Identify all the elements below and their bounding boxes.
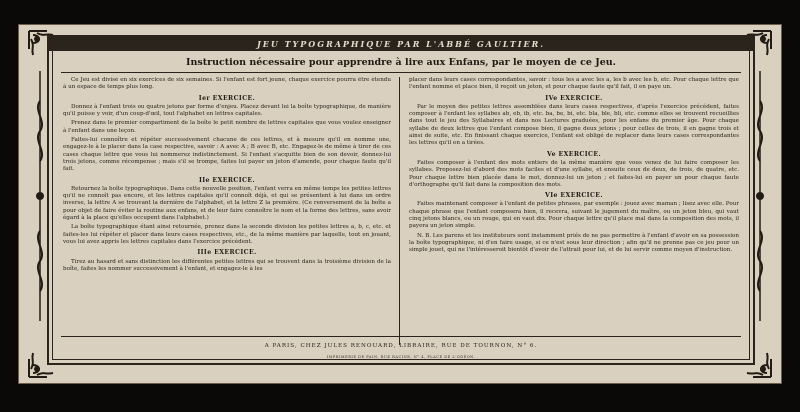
- paragraph: placer dans leurs cases correspondantes, savoir : tous les a avec les a, les b avec les b, etc. Pour chaque lettre que l'enfant nomme et place bien, il reçoit un jeton, et pour chaque faute qu'il fait, il en paye un.: [409, 77, 739, 91]
- paragraph: Faites maintenant composer à l'enfant de petites phrases, par exemple : jouez avec maman ; lisez avec elle. Pour chaque phrase que l'enfant composera bien, il recevra, suivant le jugement du maître, ou un jeton bleu, qui vaut cinq jetons blancs, ou un rouge, qui en vaut dix. Pour chaque lettre qu'il place mal dans la composition des mots, il payera un jeton simple.: [409, 201, 739, 230]
- imprint-line: IMPRIMERIE DE FAIN, RUE RACINE, N° 4, PLACE DE L'ODÉON.: [326, 355, 476, 359]
- paragraph: Faites-lui connoître et répéter successivement chacune de ces lettres, et à mesure qu'il en nomme une, engagez-le à le placer dans la case respective, savoir : A avec A ; B avec B, etc. Engagez-le de même à tirer de ces cases chaque lettre que vous lui nommerez indistinctement. Si l'enfant s'acquitte bien de son devoir, donnez-lui trois jetons, comme récompense ; mais s'il se trompe, faites lui payer un jeton d'amende, pour chaque faute qu'il fait.: [63, 137, 391, 173]
- printed-sheet: [18, 24, 782, 384]
- document-title: JEU TYPOGRAPHIQUE PAR L'ABBÉ GAULTIER.: [49, 37, 753, 51]
- left-column: [63, 77, 391, 342]
- exercise-heading: Ier EXERCICE.: [198, 94, 256, 102]
- intro-paragraph: Ce Jeu est divisé en six exercices de six semaines. Si l'enfant est fort jeune, chaque exercice pourra être étendu à un espace de temps plus long.: [63, 77, 391, 91]
- exercise-heading: IIIe EXERCICE.: [197, 249, 257, 257]
- column-divider: [399, 77, 400, 345]
- exercise-heading: IVe EXERCICE.: [545, 94, 603, 102]
- document-subtitle: Instruction nécessaire pour apprendre à lire aux Enfans, par le moyen de ce Jeu.: [186, 57, 616, 68]
- footer-rule: [61, 336, 741, 337]
- paragraph: Prenez dans le premier compartiment de la boîte le petit nombre de lettres capitales que vous voulez enseigner à l'enfant dans une leçon.: [63, 120, 391, 134]
- paragraph: Par le moyen des petites lettres assemblées dans leurs cases respectives, d'après l'exercice précédent, faites composer à l'enfant les syllabes ab, eb, ib, etc. ba, be, bi, etc. bla, ble, bli, etc. comme elles se trouvent recueillies dans tout le jeu des Syllabaires et dans nos Lectures graduées, pour les enfans du premier âge. Pour chaque syllabe de deux lettres que l'enfant compose bien, il gagne deux jetons ; pour celles de trois, il en gagne trois et ainsi de suite, etc. En finissant chaque exercice, l'enfant est obligé de replacer dans leurs cases correspondantes les lettres qu'il en a tirées.: [409, 103, 739, 147]
- paragraph: Retournez la boîte typographique. Dans cette nouvelle position, l'enfant verra en même temps les petites lettres qu'il ne connoît pas encore, et les lettres capitales qu'il connoît déjà, et qui se présentent à lui dans un ordre inverse, la lettre A se trouvant la dernière de l'alphabet, et la lettre Z la première. (Ce renversement de la boîte a pour objet de faire éviter la routine aux enfans, et de leur faire connoître le nom et la forme des lettres, sans avoir égard à la place qu'elles occupent dans l'alphabet.): [63, 185, 391, 222]
- exercise-heading: VIe EXERCICE.: [545, 192, 603, 200]
- content-frame: [47, 35, 755, 365]
- right-column: [409, 77, 739, 342]
- exercise-heading: IIe EXERCICE.: [198, 176, 256, 184]
- paragraph: Tirez au hasard et sans distinction les différentes petites lettres qui se trouvent dans la troisième division de la boîte, faites les nommer successivement à l'enfant, et engagez-le à les: [63, 258, 391, 272]
- paragraph: Donnez à l'enfant trois ou quatre jetons par forme d'enjeu. Placez devant lui la boîte typographique, de manière qu'il puisse y voir, d'un coup-d'œil, tout l'alphabet en lettres capitales.: [63, 103, 391, 118]
- header-rule: [61, 72, 741, 73]
- note-paragraph: N. B. Les parens et les instituteurs sont instamment priés de ne pas permettre à l'enfant d'avoir en sa possession la boîte typographique, ni d'en faire usage, si ce n'est sous leur direction ; afin qu'il ne prenne pas ce jeu pour un simple jouet, qui ne l'intéresseroit bientôt d'avoir de l'attrait pour lui, et de lui servir comme moyen d'instruction.: [409, 232, 739, 254]
- exercise-heading: Ve EXERCICE.: [546, 150, 602, 158]
- paragraph: La boîte typographique étant ainsi retournée, prenez dans la seconde division les petites lettres a, b, c, etc. et faites-les lui répéter et placer dans leurs cases respectives, etc., de la même manière par laquelle, tout en jouant, vous lui avez appris les lettres capitales dans l'exercice précédent.: [63, 224, 391, 245]
- publisher-line: A PARIS, CHEZ JULES RENOUARD, LIBRAIRE, RUE DE TOURNON, N° 6.: [264, 343, 538, 349]
- paragraph: Faites composer à l'enfant des mots entiers de la même manière que vous venez de lui faire composer les syllabes. Proposez-lui d'abord des mots faciles et d'une syllabe, et ensuite ceux de deux, de trois, de quatre, etc. Pour chaque lettre bien placée dans le mot, donnez-lui un jeton ; et faites-lui en payer un pour chaque faute d'orthographe qu'il fait dans la composition des mots.: [409, 159, 739, 188]
